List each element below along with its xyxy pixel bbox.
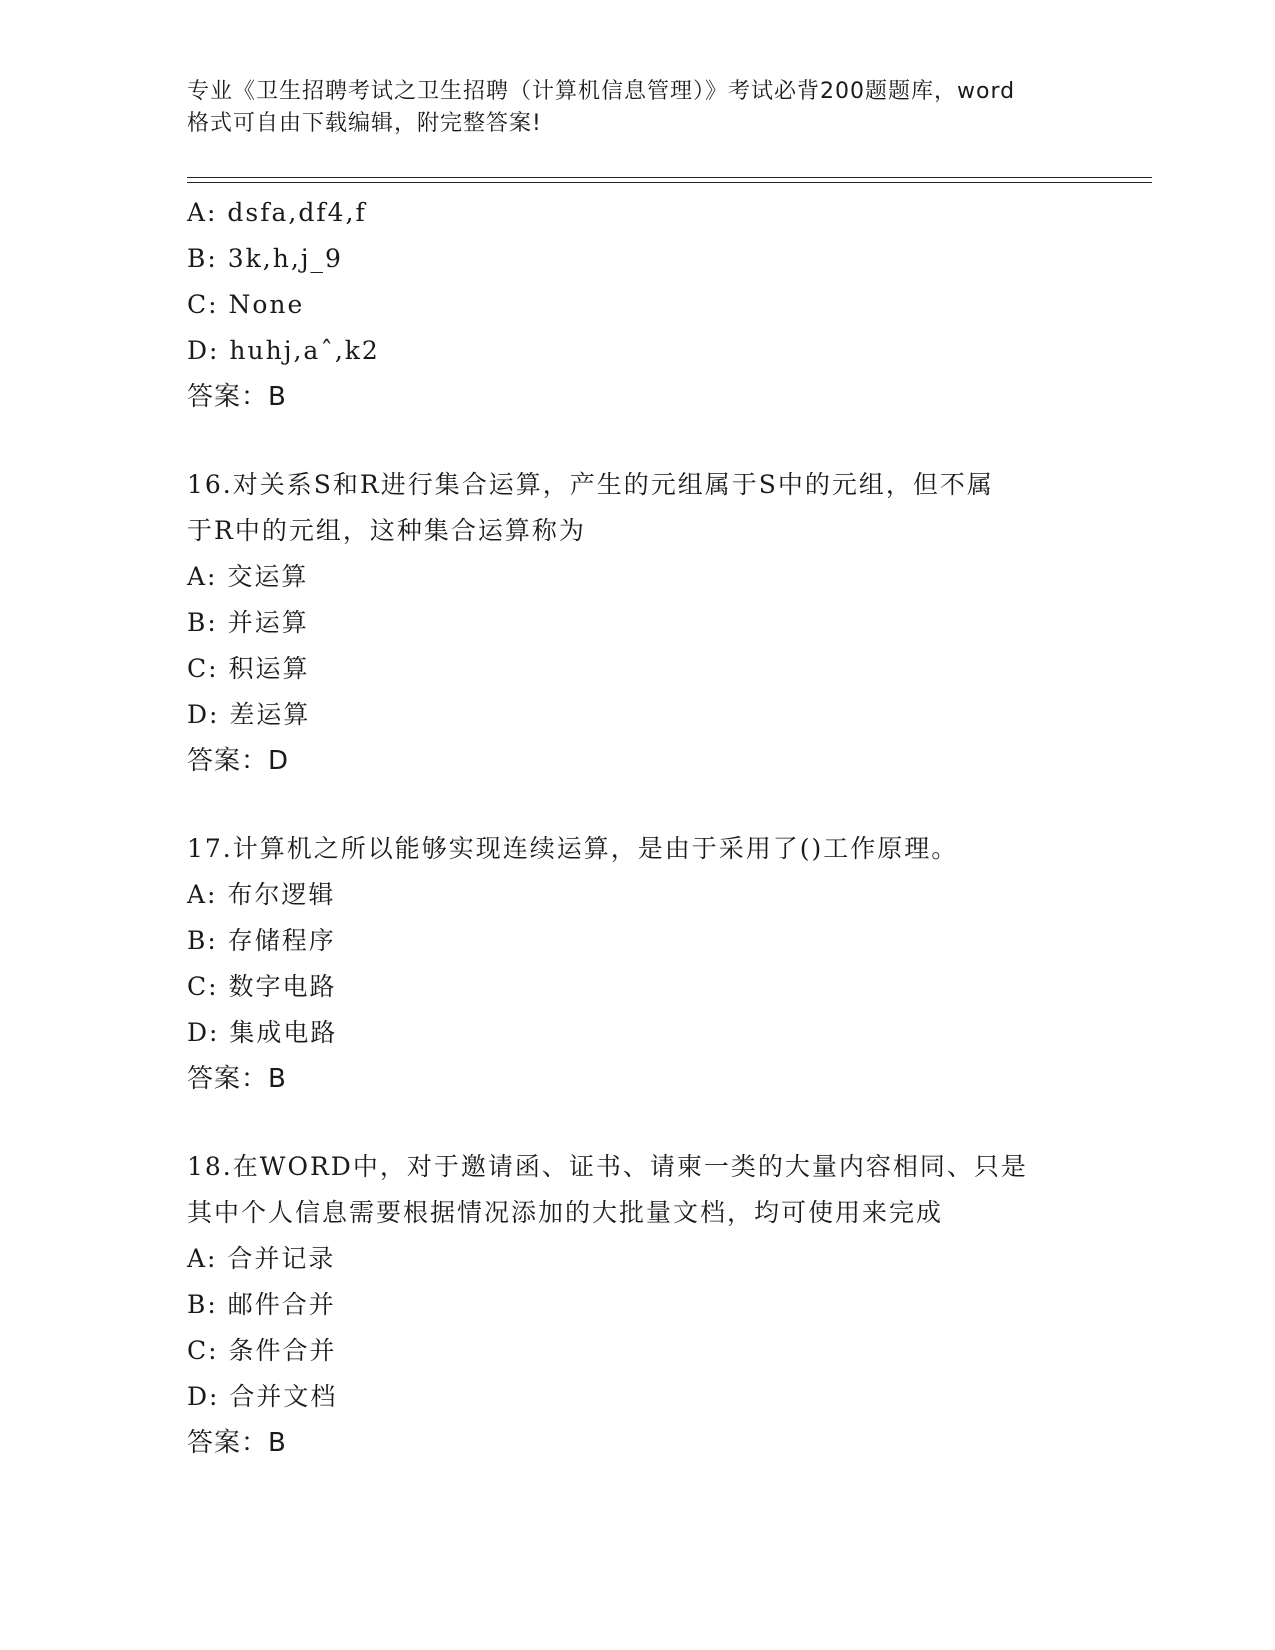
option-d: D: 集成电路 bbox=[187, 1018, 338, 1047]
answer-line: 答案：D bbox=[187, 746, 290, 776]
option-d: D: 合并文档 bbox=[187, 1382, 338, 1411]
question-block-partial bbox=[187, 190, 1087, 420]
option-b: B: 存储程序 bbox=[187, 926, 336, 955]
document-header bbox=[187, 76, 1087, 140]
option-b: B: 3k,h,j_9 bbox=[187, 244, 343, 273]
option-d: D: huhj,aˆ,k2 bbox=[187, 336, 380, 365]
question-stem-line: 于R中的元组，这种集合运算称为 bbox=[187, 516, 586, 545]
question-block-16 bbox=[187, 462, 1087, 784]
option-d: D: 差运算 bbox=[187, 700, 311, 729]
answer-line: 答案：B bbox=[187, 1428, 287, 1458]
question-spacer bbox=[187, 1102, 1087, 1144]
header-divider-top bbox=[187, 177, 1152, 178]
answer-line: 答案：B bbox=[187, 382, 287, 412]
option-a: A: 交运算 bbox=[187, 562, 309, 591]
option-a: A: 合并记录 bbox=[187, 1244, 336, 1273]
question-spacer bbox=[187, 784, 1087, 826]
header-divider-bottom bbox=[187, 182, 1152, 183]
question-stem-line: 18.在WORD中，对于邀请函、证书、请柬一类的大量内容相同、只是 bbox=[187, 1152, 1028, 1181]
question-stem-line: 16.对关系S和R进行集合运算，产生的元组属于S中的元组，但不属 bbox=[187, 470, 994, 499]
question-block-17 bbox=[187, 826, 1087, 1102]
option-c: C: None bbox=[187, 290, 305, 319]
header-line-1: 专业《卫生招聘考试之卫生招聘（计算机信息管理）》考试必背200题题库，word bbox=[187, 79, 1016, 104]
header-line-2: 格式可自由下载编辑，附完整答案! bbox=[187, 111, 542, 136]
question-list bbox=[187, 190, 1087, 1466]
option-c: C: 积运算 bbox=[187, 654, 310, 683]
question-stem-line: 17.计算机之所以能够实现连续运算，是由于采用了()工作原理。 bbox=[187, 834, 959, 863]
option-a: A: dsfa,df4,f bbox=[187, 198, 367, 227]
option-c: C: 数字电路 bbox=[187, 972, 337, 1001]
question-stem-line: 其中个人信息需要根据情况添加的大批量文档，均可使用来完成 bbox=[187, 1198, 944, 1227]
option-b: B: 邮件合并 bbox=[187, 1290, 336, 1319]
option-c: C: 条件合并 bbox=[187, 1336, 337, 1365]
option-a: A: 布尔逻辑 bbox=[187, 880, 336, 909]
option-b: B: 并运算 bbox=[187, 608, 309, 637]
question-spacer bbox=[187, 420, 1087, 462]
question-block-18 bbox=[187, 1144, 1087, 1466]
answer-line: 答案：B bbox=[187, 1064, 287, 1094]
